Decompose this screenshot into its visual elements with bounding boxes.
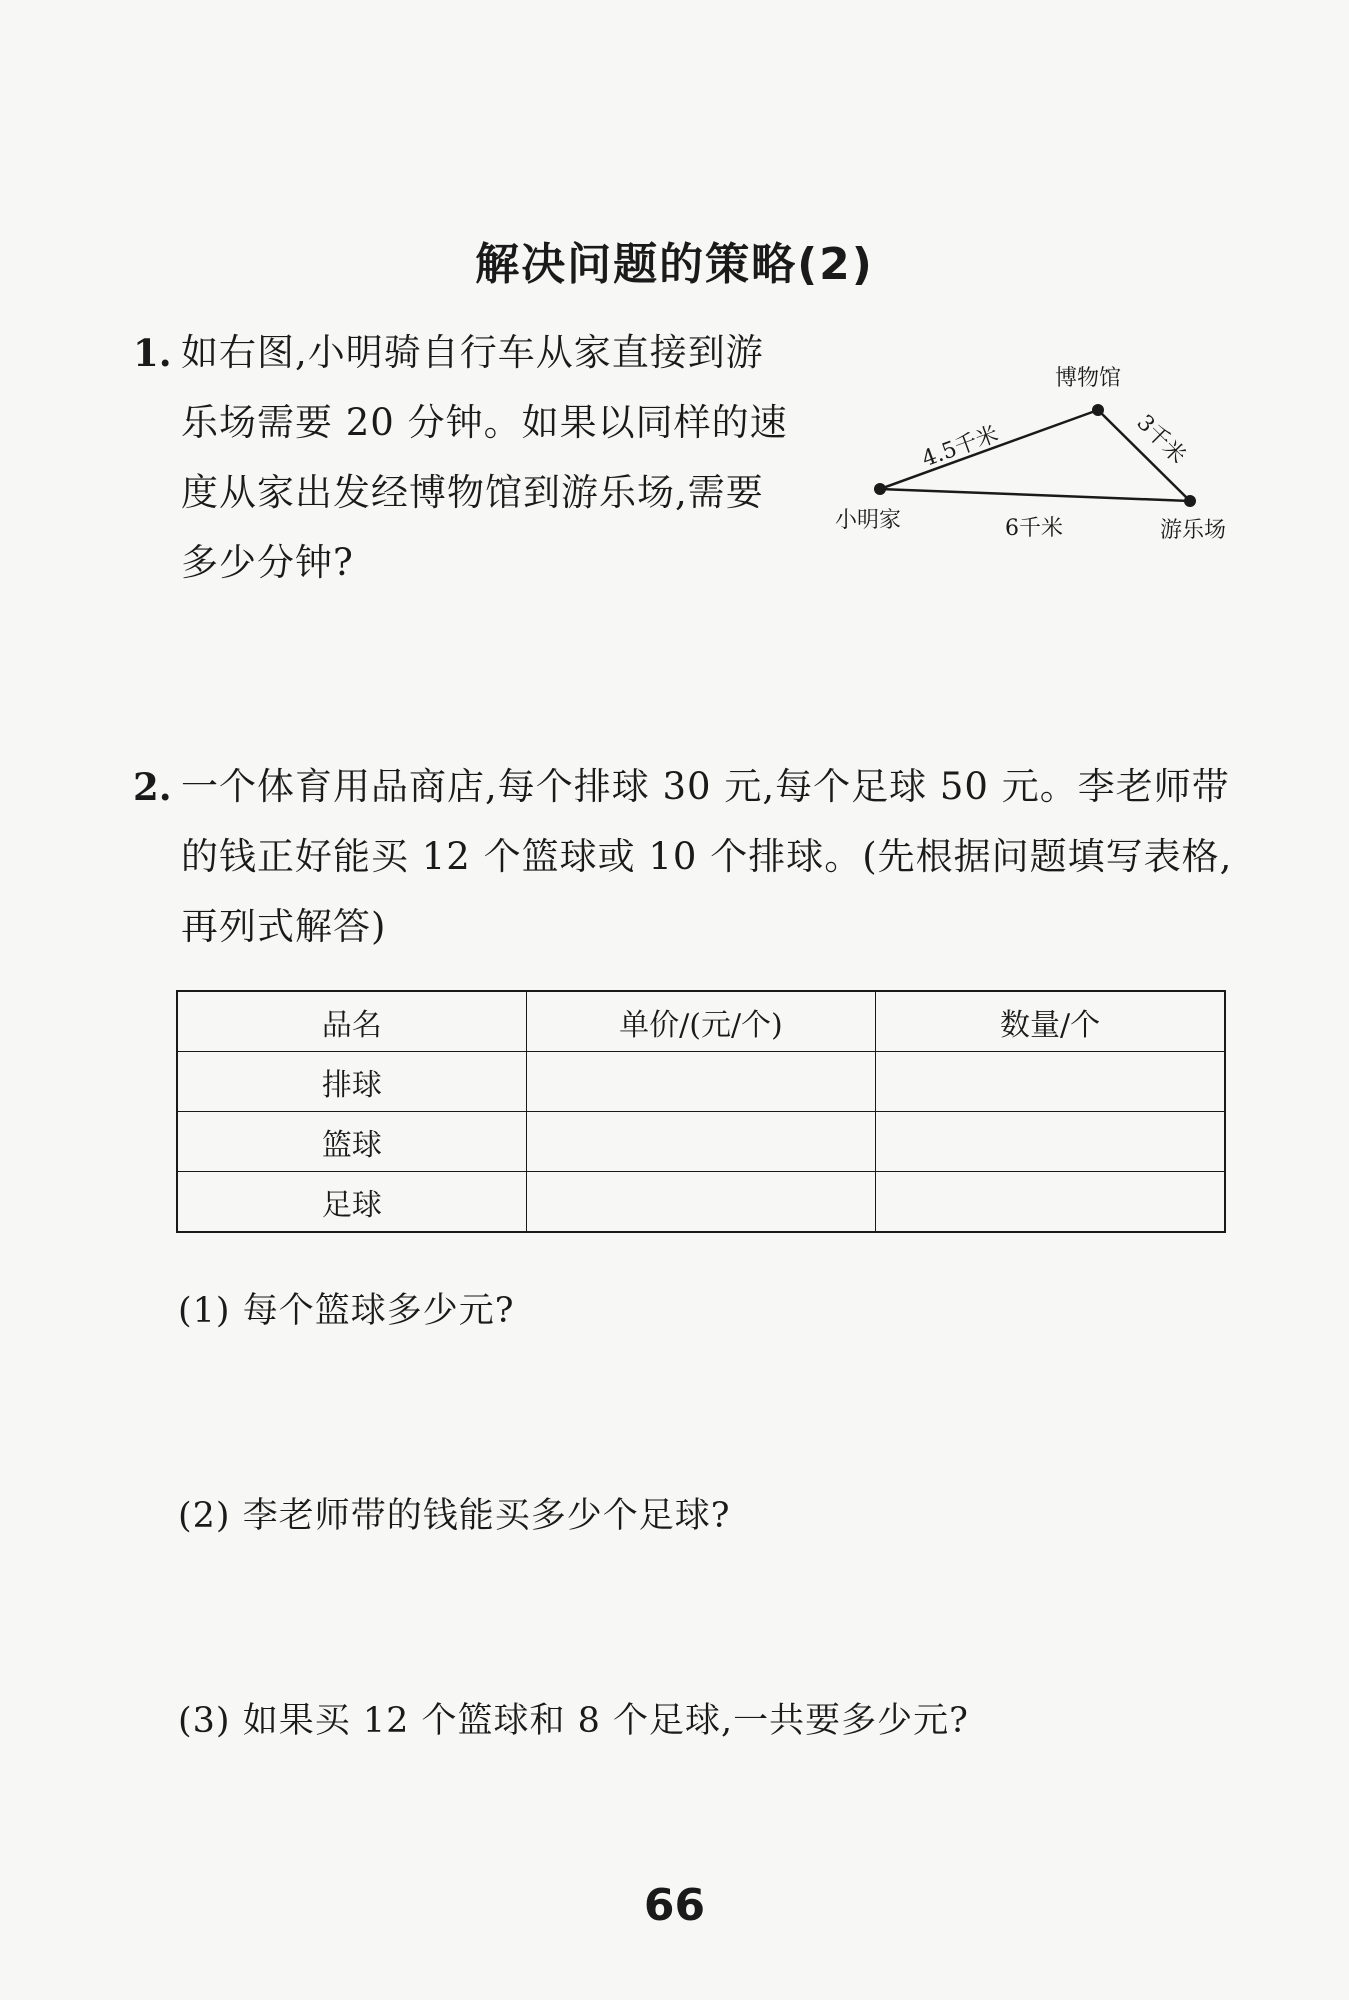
problem-2 [133, 752, 1253, 962]
problem-text: 如右图,小明骑自行车从家直接到游乐场需要 20 分钟。如果以同样的速度从家出发经博物馆到游乐场,需要多少分钟? [181, 331, 788, 584]
home-point [874, 483, 886, 495]
header-item-name: 品名 [177, 991, 526, 1052]
table-header-row [177, 991, 1225, 1052]
home-park-distance: 6千米 [1005, 516, 1063, 541]
quantity-cell[interactable] [876, 1052, 1225, 1112]
table-row [177, 1112, 1225, 1172]
problem-1 [133, 318, 793, 598]
table-row [177, 1052, 1225, 1112]
unit-price-cell[interactable] [526, 1112, 875, 1172]
problem-number: 2. [133, 765, 172, 809]
table-row [177, 1172, 1225, 1233]
item-name-cell: 足球 [177, 1172, 526, 1233]
quantity-cell[interactable] [876, 1172, 1225, 1233]
park-point [1184, 495, 1196, 507]
page-title: 解决问题的策略(2) [475, 239, 874, 290]
page-number: 66 [643, 1880, 706, 1931]
home-park-line [880, 489, 1190, 501]
museum-point [1092, 404, 1104, 416]
unit-price-cell[interactable] [526, 1172, 875, 1233]
sub-question-2: (2) 李老师带的钱能买多少个足球? [178, 1496, 731, 1536]
problem-number: 1. [133, 331, 172, 375]
quantity-cell[interactable] [876, 1112, 1225, 1172]
header-quantity: 数量/个 [876, 991, 1225, 1052]
distance-diagram [820, 355, 1250, 565]
sub-question-1: (1) 每个篮球多少元? [178, 1291, 515, 1331]
park-label: 游乐场 [1160, 518, 1227, 543]
home-label: 小明家 [835, 508, 902, 533]
price-table [176, 990, 1226, 1233]
problem-text: 一个体育用品商店,每个排球 30 元,每个足球 50 元。李老师带的钱正好能买 12 个篮球或 10 个排球。(先根据问题填写表格,再列式解答) [181, 765, 1233, 948]
home-museum-distance: 4.5千米 [918, 421, 1002, 473]
museum-park-distance: 3千米 [1131, 410, 1191, 470]
header-unit-price: 单价/(元/个) [526, 991, 875, 1052]
unit-price-cell[interactable] [526, 1052, 875, 1112]
sub-question-3: (3) 如果买 12 个篮球和 8 个足球,一共要多少元? [178, 1701, 969, 1741]
item-name-cell: 排球 [177, 1052, 526, 1112]
item-name-cell: 篮球 [177, 1112, 526, 1172]
museum-label: 博物馆 [1055, 366, 1122, 391]
